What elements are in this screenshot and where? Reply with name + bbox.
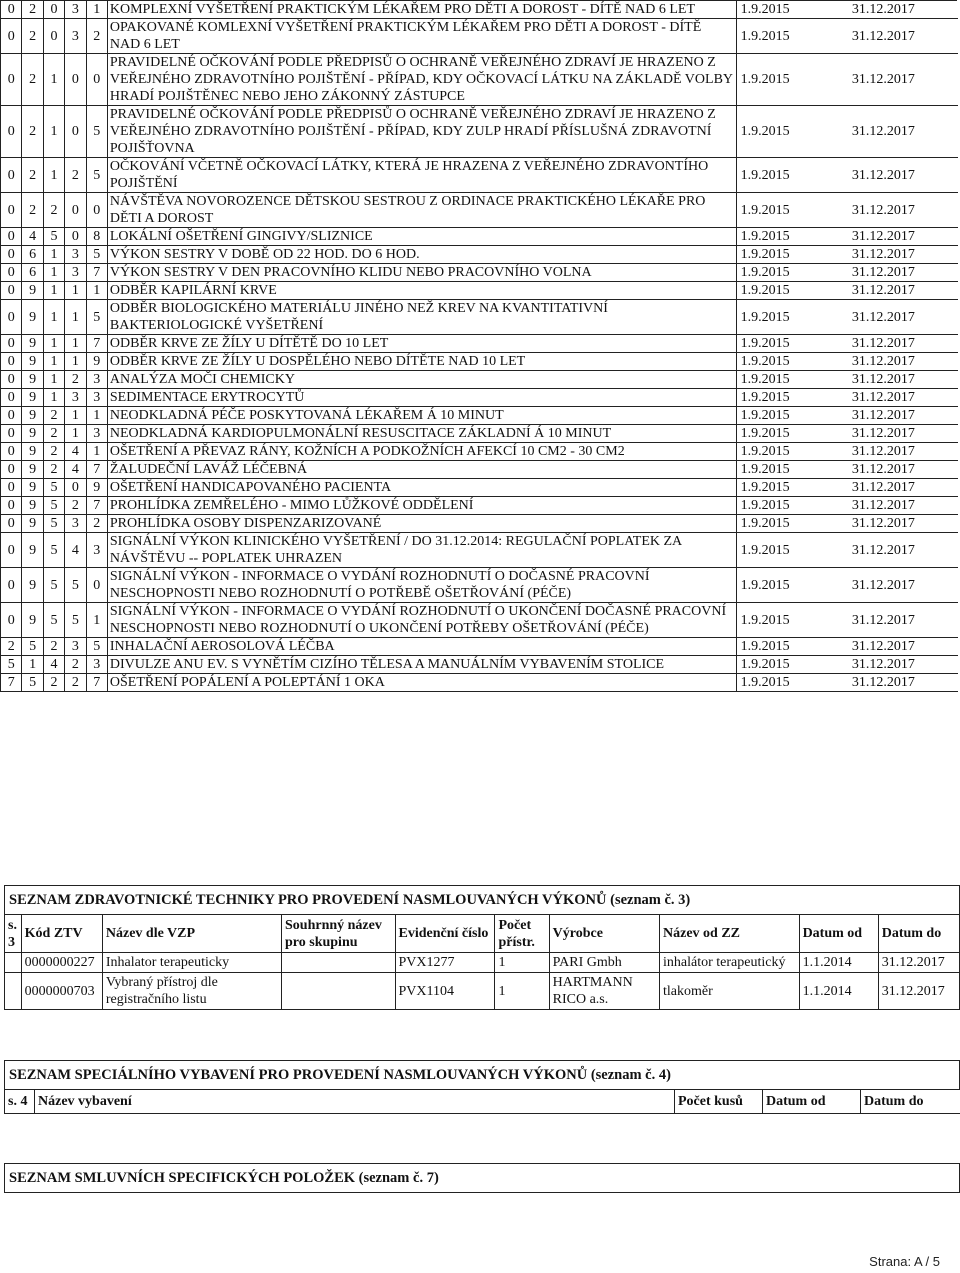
code-digit: 0 [1,371,22,389]
service-name: SIGNÁLNÍ VÝKON KLINICKÉHO VYŠETŘENÍ / DO 31.12.2014: REGULAČNÍ POPLATEK ZA NÁVŠTĚVU -- POPLATEK UHRAZEN [107,533,736,568]
equip-header: Počet kusů [675,1090,763,1114]
code-digit: 5 [86,300,107,335]
code-digit: 5 [86,638,107,656]
tech-cell: 1 [495,953,549,973]
code-digit: 0 [1,425,22,443]
tech-title: SEZNAM ZDRAVOTNICKÉ TECHNIKY PRO PROVEDENÍ NASMLOUVANÝCH VÝKONŮ (seznam č. 3) [4,885,960,914]
date-to: 31.12.2017 [848,335,958,353]
code-digit: 0 [1,479,22,497]
tech-table [4,914,960,1010]
code-digit: 1 [86,1,107,19]
tech-header: Počet přístr. [495,915,549,953]
code-digit: 4 [22,228,43,246]
code-digit: 2 [22,193,43,228]
specific-title: SEZNAM SMLUVNÍCH SPECIFICKÝCH POLOŽEK (seznam č. 7) [4,1163,960,1193]
date-to: 31.12.2017 [848,246,958,264]
date-from: 1.9.2015 [736,193,848,228]
code-digit: 4 [43,656,64,674]
code-digit: 2 [43,425,64,443]
code-digit: 0 [1,19,22,54]
service-row [1,674,958,692]
code-digit: 7 [1,674,22,692]
date-from: 1.9.2015 [736,443,848,461]
service-name: ANALÝZA MOČI CHEMICKY [107,371,736,389]
service-name: NEODKLADNÁ PÉČE POSKYTOVANÁ LÉKAŘEM Á 10 MINUT [107,407,736,425]
code-digit: 3 [65,638,86,656]
service-name: NEODKLADNÁ KARDIOPULMONÁLNÍ RESUSCITACE ZÁKLADNÍ Á 10 MINUT [107,425,736,443]
service-row [1,443,958,461]
code-digit: 5 [43,603,64,638]
date-to: 31.12.2017 [848,515,958,533]
code-digit: 1 [43,389,64,407]
service-row [1,638,958,656]
equip-header: s. 4 [5,1090,35,1114]
date-to: 31.12.2017 [848,1,958,19]
date-to: 31.12.2017 [848,497,958,515]
code-digit: 1 [43,335,64,353]
code-digit: 1 [86,603,107,638]
code-digit: 3 [86,656,107,674]
date-to: 31.12.2017 [848,158,958,193]
code-digit: 3 [86,389,107,407]
service-name: OPAKOVANÉ KOMLEXNÍ VYŠETŘENÍ PRAKTICKÝM LÉKAŘEM PRO DĚTI A DOROST - DÍTĚ NAD 6 LET [107,19,736,54]
tech-row [5,973,960,1010]
date-from: 1.9.2015 [736,479,848,497]
code-digit: 0 [1,443,22,461]
service-name: PROHLÍDKA OSOBY DISPENZARIZOVANÉ [107,515,736,533]
tech-cell: 0000000227 [21,953,102,973]
code-digit: 1 [43,353,64,371]
date-from: 1.9.2015 [736,568,848,603]
code-digit: 0 [1,497,22,515]
date-to: 31.12.2017 [848,371,958,389]
service-row [1,407,958,425]
code-digit: 0 [1,603,22,638]
tech-cell: HARTMANN RICO a.s. [549,973,659,1010]
code-digit: 9 [22,425,43,443]
date-from: 1.9.2015 [736,407,848,425]
code-digit: 2 [43,407,64,425]
date-from: 1.9.2015 [736,371,848,389]
tech-cell [282,953,396,973]
date-from: 1.9.2015 [736,497,848,515]
tech-header: Název od ZZ [660,915,800,953]
service-row [1,515,958,533]
service-name: SEDIMENTACE ERYTROCYTŮ [107,389,736,407]
equip-header: Název vybavení [35,1090,675,1114]
service-row [1,54,958,106]
date-to: 31.12.2017 [848,638,958,656]
date-to: 31.12.2017 [848,54,958,106]
tech-cell: PVX1104 [395,973,495,1010]
code-digit: 1 [43,264,64,282]
code-digit: 5 [43,497,64,515]
code-digit: 2 [43,461,64,479]
service-name: OŠETŘENÍ HANDICAPOVANÉHO PACIENTA [107,479,736,497]
service-row [1,371,958,389]
code-digit: 1 [86,443,107,461]
code-digit: 5 [65,603,86,638]
equip-title: SEZNAM SPECIÁLNÍHO VYBAVENÍ PRO PROVEDENÍ NASMLOUVANÝCH VÝKONŮ (seznam č. 4) [4,1060,960,1089]
service-row [1,479,958,497]
code-digit: 1 [43,54,64,106]
code-digit: 0 [1,246,22,264]
code-digit: 0 [1,282,22,300]
code-digit: 0 [1,106,22,158]
code-digit: 0 [86,193,107,228]
code-digit: 1 [65,282,86,300]
equip-header: Datum od [763,1090,861,1114]
tech-cell: Vybraný přístroj dle registračního listu [102,973,281,1010]
service-name: PRAVIDELNÉ OČKOVÁNÍ PODLE PŘEDPISŮ O OCHRANĚ VEŘEJNÉHO ZDRAVÍ JE HRAZENO Z VEŘEJNÉHO ZDRAVOTNÍHO POJIŠTĚNÍ - PŘÍPAD, KDY ZULP HRADÍ PŘÍSLUŠNÁ ZDRAVOTNÍ POJIŠŤOVNA [107,106,736,158]
code-digit: 1 [43,300,64,335]
code-digit: 0 [1,54,22,106]
service-row [1,228,958,246]
code-digit: 0 [1,407,22,425]
code-digit: 3 [65,264,86,282]
service-name: ODBĚR BIOLOGICKÉHO MATERIÁLU JINÉHO NEŽ KREV NA KVANTITATIVNÍ BAKTERIOLOGICKÉ VYŠETŘENÍ [107,300,736,335]
code-digit: 0 [65,228,86,246]
code-digit: 0 [1,264,22,282]
code-digit: 1 [43,158,64,193]
service-name: DIVULZE ANU EV. S VYNĚTÍM CIZÍHO TĚLESA A MANUÁLNÍM VYBAVENÍM STOLICE [107,656,736,674]
code-digit: 5 [86,106,107,158]
service-row [1,568,958,603]
code-digit: 9 [22,443,43,461]
service-row [1,158,958,193]
service-name: SIGNÁLNÍ VÝKON - INFORMACE O VYDÁNÍ ROZHODNUTÍ O UKONČENÍ DOČASNÉ PRACOVNÍ NESCHOPNOSTI NEBO ROZHODNUTÍ O UKONČENÍ POTŘEBY OŠETŘOVÁNÍ (PÉČE) [107,603,736,638]
service-name: INHALAČNÍ AEROSOLOVÁ LÉČBA [107,638,736,656]
code-digit: 5 [1,656,22,674]
code-digit: 6 [22,246,43,264]
code-digit: 2 [1,638,22,656]
service-name: PRAVIDELNÉ OČKOVÁNÍ PODLE PŘEDPISŮ O OCHRANĚ VEŘEJNÉHO ZDRAVÍ JE HRAZENO Z VEŘEJNÉHO ZDRAVOTNÍHO POJIŠTĚNÍ - PŘÍPAD, KDY OČKOVACÍ LÁTKU NA ZÁKLADĚ VOLBY HRADÍ POJIŠTĚNEC NEBO JEHO ZÁKONNÝ ZÁSTUPCE [107,54,736,106]
code-digit: 1 [43,282,64,300]
code-digit: 9 [22,389,43,407]
code-digit: 2 [43,193,64,228]
code-digit: 4 [65,461,86,479]
code-digit: 0 [1,228,22,246]
code-digit: 8 [86,228,107,246]
tech-cell [5,973,22,1010]
tech-section [4,885,960,1010]
tech-header: Výrobce [549,915,659,953]
code-digit: 3 [65,19,86,54]
code-digit: 0 [1,461,22,479]
service-name: ODBĚR KRVE ZE ŽÍLY U DÍTĚTĚ DO 10 LET [107,335,736,353]
date-to: 31.12.2017 [848,461,958,479]
tech-cell: PVX1277 [395,953,495,973]
service-row [1,425,958,443]
date-from: 1.9.2015 [736,603,848,638]
date-to: 31.12.2017 [848,19,958,54]
service-name: ODBĚR KRVE ZE ŽÍLY U DOSPĚLÉHO NEBO DÍTĚTE NAD 10 LET [107,353,736,371]
code-digit: 2 [86,515,107,533]
date-from: 1.9.2015 [736,389,848,407]
code-digit: 9 [86,479,107,497]
tech-header: Datum do [878,915,959,953]
date-to: 31.12.2017 [848,656,958,674]
service-name: LOKÁLNÍ OŠETŘENÍ GINGIVY/SLIZNICE [107,228,736,246]
code-digit: 3 [86,425,107,443]
code-digit: 5 [22,674,43,692]
code-digit: 5 [43,515,64,533]
code-digit: 1 [86,282,107,300]
code-digit: 7 [86,674,107,692]
date-to: 31.12.2017 [848,443,958,461]
service-name: VÝKON SESTRY V DEN PRACOVNÍHO KLIDU NEBO PRACOVNÍHO VOLNA [107,264,736,282]
code-digit: 0 [1,300,22,335]
code-digit: 9 [22,282,43,300]
code-digit: 4 [65,443,86,461]
date-from: 1.9.2015 [736,353,848,371]
code-digit: 2 [65,674,86,692]
code-digit: 0 [1,353,22,371]
tech-cell [5,953,22,973]
code-digit: 3 [65,389,86,407]
code-digit: 0 [86,568,107,603]
date-to: 31.12.2017 [848,106,958,158]
code-digit: 6 [22,264,43,282]
date-from: 1.9.2015 [736,515,848,533]
code-digit: 5 [65,568,86,603]
date-from: 1.9.2015 [736,638,848,656]
service-row [1,282,958,300]
code-digit: 9 [22,533,43,568]
code-digit: 2 [65,371,86,389]
service-name: OŠETŘENÍ A PŘEVAZ RÁNY, KOŽNÍCH A PODKOŽNÍCH AFEKCÍ 10 CM2 - 30 CM2 [107,443,736,461]
service-name: VÝKON SESTRY V DOBĚ OD 22 HOD. DO 6 HOD. [107,246,736,264]
code-digit: 2 [22,158,43,193]
code-digit: 0 [86,54,107,106]
code-digit: 0 [65,54,86,106]
code-digit: 0 [1,193,22,228]
date-from: 1.9.2015 [736,425,848,443]
date-from: 1.9.2015 [736,461,848,479]
code-digit: 9 [22,515,43,533]
date-from: 1.9.2015 [736,533,848,568]
tech-cell: 1 [495,973,549,1010]
tech-header: Název dle VZP [102,915,281,953]
code-digit: 0 [1,335,22,353]
date-to: 31.12.2017 [848,353,958,371]
code-digit: 2 [22,19,43,54]
date-to: 31.12.2017 [848,228,958,246]
date-from: 1.9.2015 [736,228,848,246]
code-digit: 5 [86,246,107,264]
code-digit: 1 [65,353,86,371]
code-digit: 2 [22,1,43,19]
code-digit: 5 [43,228,64,246]
date-from: 1.9.2015 [736,282,848,300]
tech-cell: PARI Gmbh [549,953,659,973]
date-to: 31.12.2017 [848,264,958,282]
date-from: 1.9.2015 [736,1,848,19]
code-digit: 9 [22,335,43,353]
service-row [1,264,958,282]
code-digit: 9 [22,479,43,497]
code-digit: 9 [22,300,43,335]
tech-cell: inhalátor terapeutický [660,953,800,973]
code-digit: 1 [43,106,64,158]
code-digit: 1 [65,407,86,425]
date-from: 1.9.2015 [736,246,848,264]
date-to: 31.12.2017 [848,674,958,692]
service-row [1,603,958,638]
specific-section [4,1163,960,1193]
page-number: Strana: A / 5 [869,1254,940,1269]
tech-cell [282,973,396,1010]
tech-cell: 31.12.2017 [878,953,959,973]
tech-cell: 31.12.2017 [878,973,959,1010]
code-digit: 7 [86,461,107,479]
date-from: 1.9.2015 [736,19,848,54]
code-digit: 9 [22,461,43,479]
service-row [1,300,958,335]
service-name: ODBĚR KAPILÁRNÍ KRVE [107,282,736,300]
service-row [1,1,958,19]
code-digit: 0 [43,1,64,19]
code-digit: 2 [43,443,64,461]
date-to: 31.12.2017 [848,603,958,638]
code-digit: 9 [86,353,107,371]
code-digit: 2 [65,158,86,193]
code-digit: 3 [65,515,86,533]
code-digit: 3 [65,246,86,264]
service-name: KOMPLEXNÍ VYŠETŘENÍ PRAKTICKÝM LÉKAŘEM PRO DĚTI A DOROST - DÍTĚ NAD 6 LET [107,1,736,19]
date-from: 1.9.2015 [736,300,848,335]
date-to: 31.12.2017 [848,389,958,407]
code-digit: 1 [22,656,43,674]
code-digit: 0 [1,568,22,603]
code-digit: 0 [65,106,86,158]
service-row [1,193,958,228]
date-from: 1.9.2015 [736,674,848,692]
code-digit: 2 [65,497,86,515]
code-digit: 9 [22,497,43,515]
code-digit: 5 [43,533,64,568]
code-digit: 5 [22,638,43,656]
code-digit: 5 [43,479,64,497]
code-digit: 0 [1,515,22,533]
tech-header: Datum od [799,915,878,953]
code-digit: 0 [1,389,22,407]
code-digit: 2 [22,106,43,158]
service-row [1,656,958,674]
service-row [1,389,958,407]
service-row [1,353,958,371]
service-name: OČKOVÁNÍ VČETNĚ OČKOVACÍ LÁTKY, KTERÁ JE HRAZENA Z VEŘEJNÉHO ZDRAVONTÍHO POJIŠTĚNÍ [107,158,736,193]
code-digit: 2 [22,54,43,106]
service-name: OŠETŘENÍ POPÁLENÍ A POLEPTÁNÍ 1 OKA [107,674,736,692]
date-from: 1.9.2015 [736,335,848,353]
tech-cell: Inhalator terapeuticky [102,953,281,973]
code-digit: 3 [65,1,86,19]
date-from: 1.9.2015 [736,54,848,106]
tech-cell: 1.1.2014 [799,973,878,1010]
service-row [1,246,958,264]
code-digit: 0 [1,158,22,193]
code-digit: 1 [65,425,86,443]
service-name: NÁVŠTĚVA NOVOROZENCE DĚTSKOU SESTROU Z ORDINACE PRAKTICKÉHO LÉKAŘE PRO DĚTI A DOROST [107,193,736,228]
code-digit: 1 [43,246,64,264]
tech-header: Evidenční číslo [395,915,495,953]
code-digit: 5 [86,158,107,193]
code-digit: 9 [22,371,43,389]
date-to: 31.12.2017 [848,193,958,228]
code-digit: 1 [43,371,64,389]
date-to: 31.12.2017 [848,479,958,497]
code-digit: 5 [43,568,64,603]
equip-table [4,1089,960,1114]
code-digit: 7 [86,335,107,353]
tech-row [5,953,960,973]
code-digit: 0 [43,19,64,54]
equip-header: Datum do [861,1090,960,1114]
code-digit: 0 [65,479,86,497]
date-to: 31.12.2017 [848,300,958,335]
tech-cell: tlakoměr [660,973,800,1010]
code-digit: 3 [86,533,107,568]
date-to: 31.12.2017 [848,425,958,443]
code-digit: 9 [22,407,43,425]
service-name: PROHLÍDKA ZEMŘELÉHO - MIMO LŮŽKOVÉ ODDĚLENÍ [107,497,736,515]
date-from: 1.9.2015 [736,158,848,193]
service-row [1,19,958,54]
code-digit: 1 [65,300,86,335]
tech-header: Kód ZTV [21,915,102,953]
code-digit: 0 [1,533,22,568]
service-name: SIGNÁLNÍ VÝKON - INFORMACE O VYDÁNÍ ROZHODNUTÍ O DOČASNÉ PRACOVNÍ NESCHOPNOSTI NEBO ROZHODNUTÍ O POTŘEBĚ OŠETŘOVÁNÍ (PÉČE) [107,568,736,603]
code-digit: 1 [86,407,107,425]
date-to: 31.12.2017 [848,407,958,425]
date-from: 1.9.2015 [736,106,848,158]
code-digit: 1 [65,335,86,353]
service-row [1,461,958,479]
tech-header: s. 3 [5,915,22,953]
code-digit: 9 [22,603,43,638]
service-row [1,106,958,158]
date-to: 31.12.2017 [848,568,958,603]
tech-header: Souhrnný název pro skupinu [282,915,396,953]
code-digit: 2 [43,638,64,656]
code-digit: 9 [22,353,43,371]
tech-cell: 1.1.2014 [799,953,878,973]
code-digit: 2 [86,19,107,54]
code-digit: 4 [65,533,86,568]
equip-section [4,1060,960,1114]
date-to: 31.12.2017 [848,282,958,300]
date-from: 1.9.2015 [736,264,848,282]
code-digit: 7 [86,497,107,515]
service-row [1,335,958,353]
code-digit: 7 [86,264,107,282]
service-row [1,497,958,515]
code-digit: 0 [65,193,86,228]
tech-cell: 0000000703 [21,973,102,1010]
code-digit: 2 [43,674,64,692]
code-digit: 3 [86,371,107,389]
code-digit: 9 [22,568,43,603]
code-digit: 0 [1,1,22,19]
date-from: 1.9.2015 [736,656,848,674]
service-name: ŽALUDEČNÍ LAVÁŽ LÉČEBNÁ [107,461,736,479]
code-digit: 2 [65,656,86,674]
date-to: 31.12.2017 [848,533,958,568]
service-row [1,533,958,568]
